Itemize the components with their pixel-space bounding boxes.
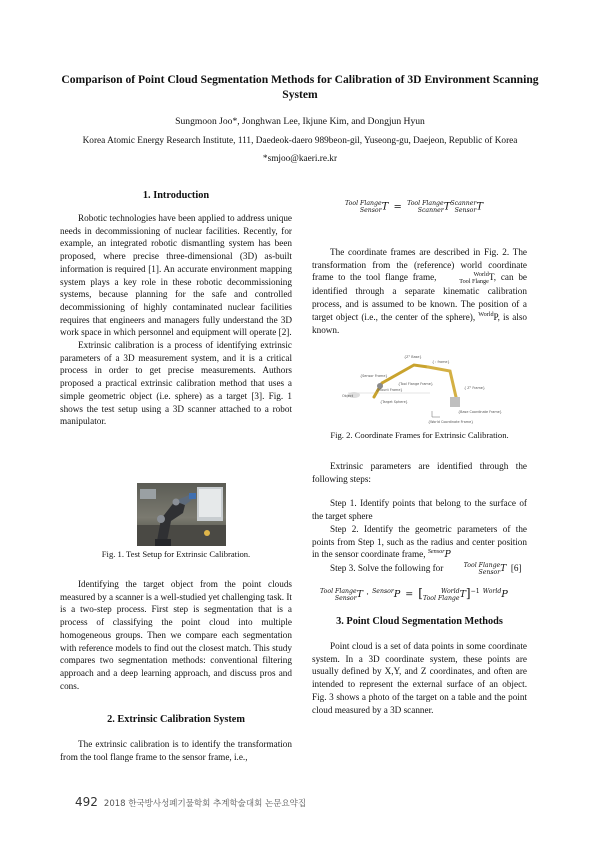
figure-2-caption: Fig. 2. Coordinate Frames for Extrinsic Calibration. xyxy=(330,430,509,440)
fig2-label-world-coord: {World Coordinate Frame} xyxy=(428,420,474,424)
fig2-label-object: Object xyxy=(342,394,354,398)
intro-paragraph-2: Extrinsic calibration is a process of identifying extrinsic parameters of a 3D measurement system, and it is a critical process in order to get precise measurements. Authors proposed a practical extrinsic calibration method that uses a simple geometric object (i.e. sphere) as a target [3]. Fig. 1 shows the test setup using a 3D scanner attached to a robot manipulator. xyxy=(60,340,292,427)
affiliation: Korea Atomic Energy Research Institute, 111, Daedeok-daero 989beon-gil, Yuseong-gu, Daejeon, Republic of Korea xyxy=(82,136,518,146)
page-footer xyxy=(75,795,306,809)
page-number: 492 xyxy=(75,795,98,809)
fig2-label-target: {Target Sphere} xyxy=(380,400,408,404)
step-3: Step 3. Solve the following for Tool Flange Sensor T [6] xyxy=(330,561,522,576)
right-column-steps xyxy=(312,460,527,576)
fig2-label-z-base: {Z° Base} xyxy=(404,355,422,359)
fig2-label-mount: {Mount Frame} xyxy=(376,388,403,392)
equation-2: Tool Flange Sensor T · $^{Sensor}$P = [ World Tool Flange T]$^{-1}$ $^{World}$P xyxy=(320,586,508,602)
left-column-sec2 xyxy=(60,738,292,763)
section-title-extrinsic: 2. Extrinsic Calibration System xyxy=(107,714,245,725)
equation-1: Tool Flange Sensor T = Tool Flange Scanner T Scanner Sensor T xyxy=(345,200,484,214)
fig2-label-tool-flange: {Tool Flange Frame} xyxy=(398,382,433,386)
footer-proceedings-text: 2018 한국방사성폐기물학회 추계학술대회 논문요약집 xyxy=(103,799,307,809)
step-2: Step 2. Identify the geometric parameters of the points from Step 1, such as the radius and center position in the sensor coordinate frame, $^{Sensor}$P xyxy=(312,523,527,561)
left-column-intro-cont xyxy=(60,578,292,692)
right-column-sec3 xyxy=(312,640,527,716)
figure-2-coordinate-frames-diagram xyxy=(340,353,506,425)
section-title-introduction: 1. Introduction xyxy=(142,190,210,201)
sec3-paragraph-1: Point cloud is a set of data points in some coordinate system. In a 3D coordinate system, these points are usually defined by X,Y, and Z coordinates, and often are intended to represent the external surface of an object. Fig. 3 shows a photo of the target on a table and the point cloud measured by a 3D scanner. xyxy=(312,641,527,715)
sec2-paragraph-1: The extrinsic calibration is to identify the transformation from the tool flange frame to the sensor frame, i.e., xyxy=(60,739,292,762)
intro-paragraph-3: Identifying the target object from the point clouds measured by a scanner is a well-studied yet challenging task. It is a two-step process. First step is segmentation that is a process of classifying the point cloud into multiple homogeneous groups. Then we compare each segmentation with reference models to find out the closest match. This study compares two segmentation methods: conventional filtering approach and a deep learning approach, and discuss pros and cons. xyxy=(60,579,292,691)
figure-1-test-setup-photo xyxy=(137,483,226,546)
fig2-label-z-frame: { Z° Frame} xyxy=(464,386,486,390)
step-1: Step 1. Identify points that belong to the surface of the target sphere xyxy=(312,498,527,522)
fig2-label-sensor-frame: {Sensor Frame} xyxy=(360,374,388,378)
paper-title: Comparison of Point Cloud Segmentation Methods for Calibration of 3D Environment Scanning System xyxy=(61,73,539,101)
intro-paragraph-1: Robotic technologies have been applied to address unique needs in decommissioning of nuclear facilities. Recently, for example, an integrated robotic dismantling system has been proposed, where precise three-dimensional (3D) as-built information is required [1]. An accurate environment mapping system plays a key role in these robotic decommissioning systems, because planning for the safe and controlled decommissioning of highly contaminated nuclear facilities requires that engineers and managers fully understand the 3D work space in which personnel and equipment will operate [2]. xyxy=(60,213,292,338)
email: *smjoo@kaeri.re.kr xyxy=(262,154,338,164)
left-column-intro xyxy=(60,212,292,428)
right-column-p1 xyxy=(312,246,527,336)
author-list: Sungmoon Joo*, Jonghwan Lee, Ikjune Kim, and Dongjun Hyun xyxy=(175,116,425,127)
frames-paragraph: The coordinate frames are described in Fig. 2. The transformation from the (reference) world coordinate frame to the tool flange frame, World Tool Flange T, can be identified through a separate kinematic calibration process, and is assumed to be known. The position of a target object (i.e., the center of the sphere), $^{World}$P, is also known. xyxy=(312,247,528,335)
fig2-label-flange: { : frame} xyxy=(432,360,450,364)
steps-intro-paragraph: Extrinsic parameters are identified through the following steps: xyxy=(312,461,527,484)
section-title-segmentation: 3. Point Cloud Segmentation Methods xyxy=(336,616,503,627)
figure-1-caption: Fig. 1. Test Setup for Extrinsic Calibration. xyxy=(101,549,251,559)
fig2-label-base-coord: {Base Coordinate Frame} xyxy=(458,410,502,414)
